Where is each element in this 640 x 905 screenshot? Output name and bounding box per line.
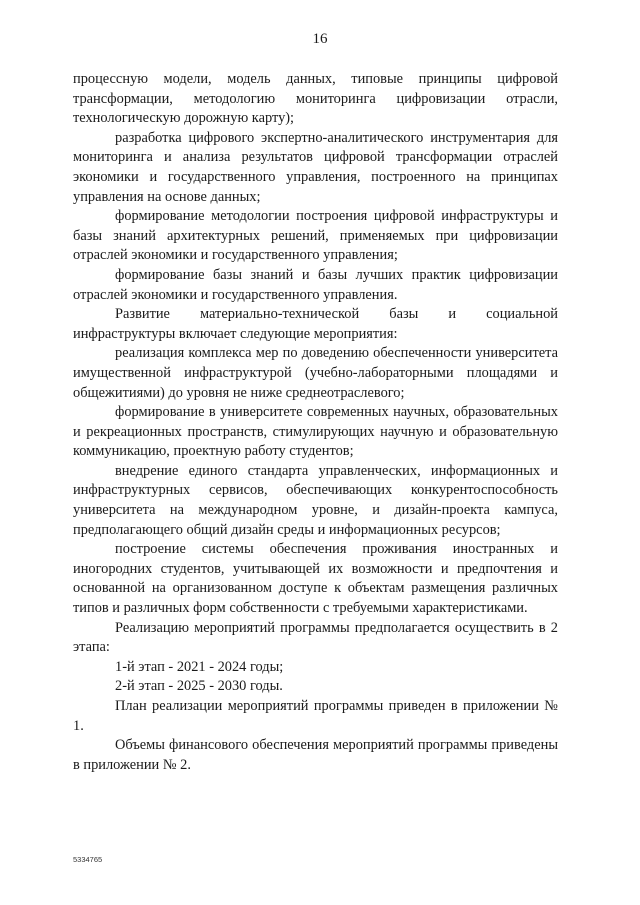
paragraph-continuation: процессную модели, модель данных, типовые принципы цифровой трансформации, методологию мониторинга цифровизации отрасли, технологическую дорожную карту); (73, 71, 558, 127)
paragraph-funding-appendix: Объемы финансового обеспечения мероприятий программы приведены в приложении № 2. (73, 737, 558, 773)
paragraph-plan-appendix: План реализации мероприятий программы приведен в приложении № 1. (73, 698, 558, 734)
paragraph-housing: построение системы обеспечения проживания иностранных и иногородних студентов, учитывающей их возможности и предпочтения и основанной на организованном доступе к объектам размещения различных типов и различных форм собственности с требуемыми характеристиками. (73, 541, 558, 617)
paragraph-stage-1: 1-й этап - 2021 - 2024 годы; (115, 658, 284, 675)
paragraph-methodology: формирование методологии построения цифровой инфраструктуры и базы знаний архитектурных решений, применяемых при цифровизации отраслей экономики и государственного управления; (73, 208, 558, 264)
paragraph-knowledge-base: формирование базы знаний и базы лучших практик цифровизации отраслей экономики и государственного управления. (73, 266, 558, 303)
page-number: 16 (312, 31, 328, 47)
document-code: 5334765 (73, 855, 103, 864)
paragraph-stages-intro: Реализацию мероприятий программы предполагается осуществить в 2 этапа: (73, 619, 558, 656)
paragraph-property-measures: реализация комплекса мер по доведению обеспеченности университета имущественной инфраструктурой (учебно-лабораторными площадями и общежитиями) до уровня не ниже среднеотраслевого; (73, 345, 558, 401)
paragraph-stage-2: 2-й этап - 2025 - 2030 годы. (115, 678, 283, 695)
paragraph-analytics-tools: разработка цифрового экспертно-аналитического инструментария для мониторинга и анализа результатов цифровой трансформации отраслей экономики и государственного управления, построенного на принципах управления на основе данных; (73, 129, 558, 205)
document-body (73, 70, 558, 775)
paragraph-spaces: формирование в университете современных научных, образовательных и рекреационных пространств, стимулирующих научную и образовательную коммуникацию, проектную работу студентов; (73, 404, 558, 460)
paragraph-infrastructure-intro: Развитие материально-технической базы и социальной инфраструктуры включает следующие мероприятия: (73, 306, 558, 342)
paragraph-standards: внедрение единого стандарта управленческих, информационных и инфраструктурных сервисов, обеспечивающих конкурентоспособность университета на международном уровне, и дизайн-проекта кампуса, предполагающего общий дизайн среды и информационных ресурсов; (73, 462, 558, 538)
